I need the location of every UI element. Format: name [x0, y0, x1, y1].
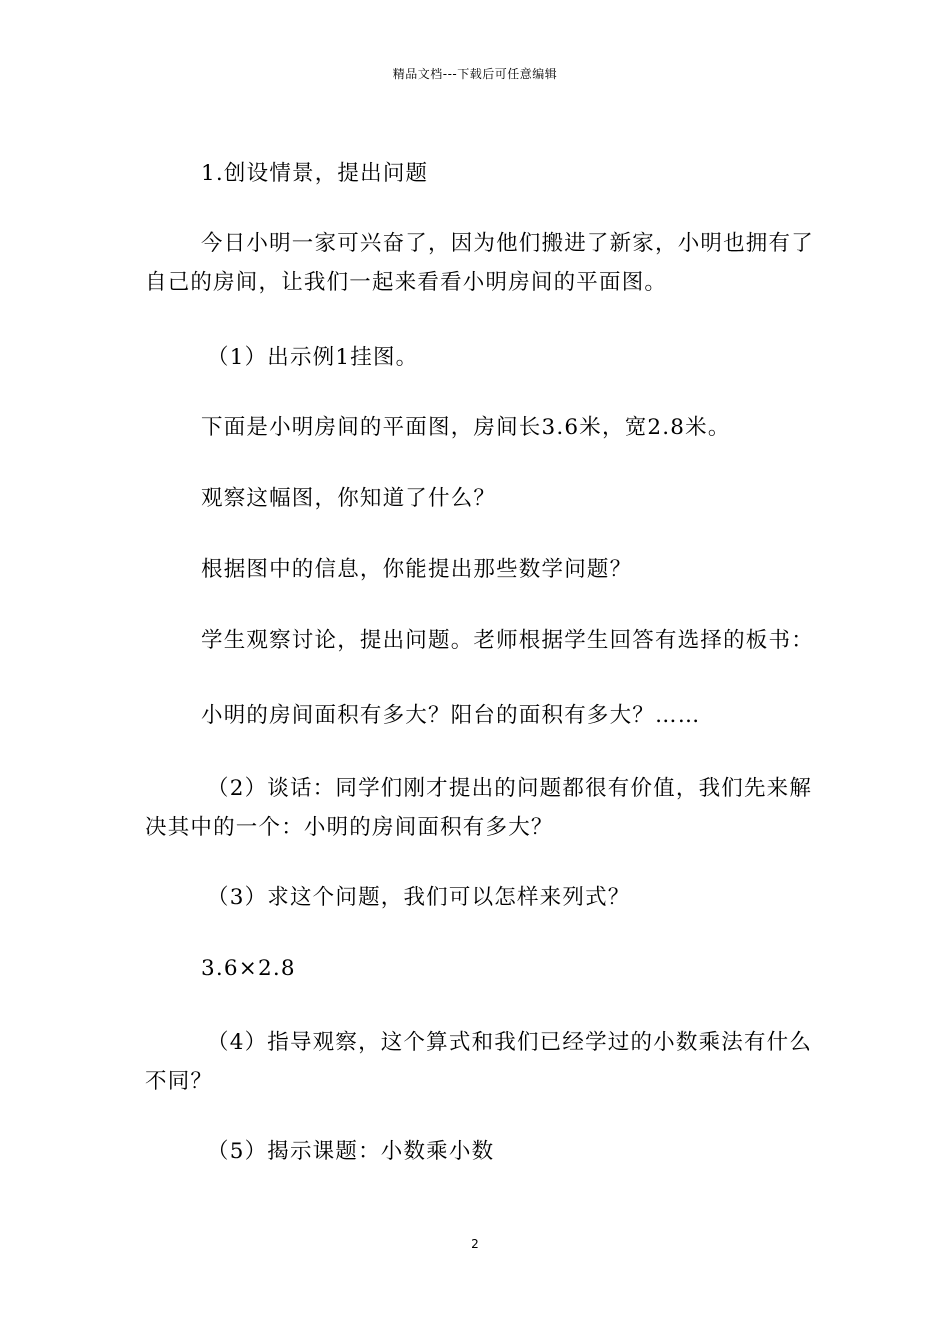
paragraph-step-4-line-1: （4）指导观察，这个算式和我们已经学过的小数乘法有什么 [207, 1030, 813, 1055]
page-number: 2 [471, 1237, 479, 1251]
paragraph-step-5: （5）揭示课题：小数乘小数 [207, 1139, 495, 1164]
paragraph-observe: 观察这幅图，你知道了什么？ [201, 486, 497, 511]
paragraph-step-4-line-2: 不同？ [145, 1069, 214, 1094]
paragraph-intro-line-1: 今日小明一家可兴奋了，因为他们搬进了新家，小明也拥有了 [201, 231, 814, 256]
paragraph-step-2-line-1: （2）谈话：同学们刚才提出的问题都很有价值，我们先来解 [207, 776, 813, 801]
paragraph-expression: 3.6×2.8 [201, 956, 296, 981]
paragraph-question: 根据图中的信息，你能提出那些数学问题？ [201, 557, 633, 582]
paragraph-step-3: （3）求这个问题，我们可以怎样来列式？ [207, 885, 631, 910]
section-heading: 1.创设情景，提出问题 [201, 161, 429, 186]
page-header: 精品文档---下载后可任意编辑 [392, 67, 558, 81]
paragraph-step-1: （1）出示例1挂图。 [207, 345, 419, 370]
paragraph-intro-line-2: 自己的房间，让我们一起来看看小明房间的平面图。 [145, 270, 668, 295]
paragraph-board-notes: 小明的房间面积有多大？阳台的面积有多大？…… [201, 703, 701, 728]
paragraph-room-size: 下面是小明房间的平面图，房间长3.6米，宽2.8米。 [201, 415, 731, 440]
paragraph-step-2-line-2: 决其中的一个：小明的房间面积有多大？ [145, 815, 554, 840]
paragraph-discussion: 学生观察讨论，提出问题。老师根据学生回答有选择的板书： [201, 628, 814, 653]
